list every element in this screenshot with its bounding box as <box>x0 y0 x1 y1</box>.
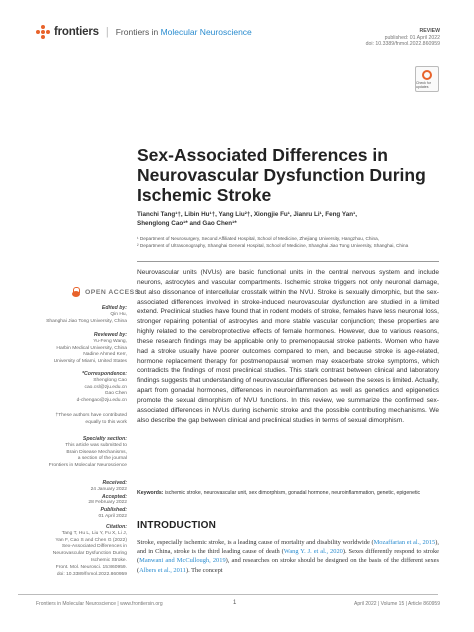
citation-doi[interactable]: doi: 10.3389/fnmol.2022.860959 <box>56 571 127 577</box>
article-title: Sex-Associated Differences in Neurovascular Dysfunction During Ischemic Stroke <box>137 145 426 205</box>
published-label: Published: <box>100 507 127 514</box>
open-access-label: OPEN ACCESS <box>85 288 140 296</box>
brand-name: frontiers <box>54 26 99 38</box>
edited-by <box>20 305 127 325</box>
citation-link[interactable]: Mozaffarian et al., 2015 <box>373 539 436 546</box>
intro-text: ), and in China, stroke is the third leading cause of death ( <box>137 539 439 556</box>
page-number: 1 <box>233 600 237 606</box>
check-for-updates-button[interactable] <box>415 66 439 92</box>
affiliation-1: ¹ Department of Neurosurgery, Second Affiliated Hospital, School of Medicine, Zhejiang University, Hangzhou, China, <box>137 236 380 241</box>
correspondence <box>20 371 127 405</box>
article-doi[interactable]: doi: 10.3389/fnmol.2022.860959 <box>365 41 440 48</box>
journal-title: Molecular Neuroscience <box>160 27 252 37</box>
journal-header <box>36 25 252 39</box>
reviewer-line: University of Miami, United States <box>53 359 127 365</box>
accepted-label: Accepted: <box>101 493 127 500</box>
citation-line: Ischemic Stroke. <box>90 557 127 563</box>
affiliations <box>137 236 437 249</box>
frontiers-logo-icon <box>36 25 50 39</box>
accepted-date: 28 February 2022 <box>88 500 127 506</box>
correspondence-label: *Correspondence: <box>82 371 127 377</box>
citation-line: Yan F, Cao S and Chen G (2022) <box>55 537 127 543</box>
specialty-line: Frontiers in Molecular Neuroscience <box>48 463 127 469</box>
citation-link[interactable]: Wang Y. J. et al., 2020 <box>283 548 343 556</box>
intro-text: Stroke, especially ischemic stroke, is a leading cause of mortality and disability worldwide ( <box>137 539 374 546</box>
specialty-line: a section of the journal <box>77 456 127 462</box>
reviewed-by <box>20 332 127 366</box>
citation-link[interactable]: Albers et al., 2011 <box>139 566 186 574</box>
edited-by-label: Edited by: <box>101 305 127 311</box>
editor-line: Shanghai Jiao Tong University, China <box>46 318 127 324</box>
editor-line: Qin Hu, <box>110 311 127 317</box>
correspondent-name: Shenglong Cao <box>93 377 127 383</box>
reviewer-line: Nadine Ahmed Kerr, <box>83 352 127 358</box>
open-lock-icon <box>72 287 80 297</box>
authors-line-1[interactable]: Tianchi Tang¹†, Libin Hu¹†, Yang Liu²†, Xiongjie Fu¹, Jianru Li¹, Feng Yan¹, <box>137 211 357 218</box>
received-label: Received: <box>102 480 127 486</box>
reviewer-line: Harbin Medical University, China <box>56 345 127 351</box>
correspondent-name: Gao Chen <box>104 391 127 397</box>
reviewer-line: Yu-Feng Wang, <box>93 338 127 344</box>
journal-prefix: Frontiers in <box>115 27 161 37</box>
title-divider <box>137 261 439 262</box>
footer-issue-info: April 2022 | Volume 15 | Article 860959 <box>354 601 440 607</box>
introduction-text <box>137 538 439 575</box>
section-heading-introduction: INTRODUCTION <box>137 520 217 531</box>
authors-line-2[interactable]: Shenglong Cao¹* and Gao Chen¹* <box>137 220 237 227</box>
specialty-line: Brain Disease Mechanisms, <box>66 449 127 455</box>
update-badge-icon <box>422 70 432 80</box>
footer-journal-link[interactable]: Frontiers in Molecular Neuroscience | www.frontiersin.org <box>36 601 163 607</box>
author-list <box>137 210 437 228</box>
citation-line: Sex-Associated Differences in <box>61 544 127 550</box>
equal-contribution-note <box>20 413 127 427</box>
citation-line: Neurovascular Dysfunction During <box>52 551 127 557</box>
correspondent-email[interactable]: cao.csl@zju.edu.cn <box>84 384 127 390</box>
correspondent-email[interactable]: d-chengao@zju.edu.cn <box>76 398 127 404</box>
open-access-badge <box>72 287 140 297</box>
intro-text: ). Sexes differently respond to stroke ( <box>137 548 440 565</box>
intro-text: ), and researches on stroke should be designed on the basis of the different sexes ( <box>137 557 439 574</box>
note-line: †These authors have contributed <box>55 413 127 418</box>
note-line: equally to this work <box>85 419 127 425</box>
check-updates-label: Check for updates <box>416 80 431 89</box>
keywords <box>137 490 439 497</box>
journal-name[interactable] <box>116 27 252 37</box>
affiliation-2: ² Department of Ultrasonography, Shanghai General Hospital, School of Medicine, Shanghai Jiao Tong University, Shanghai, China <box>137 242 409 248</box>
reviewed-by-label: Reviewed by: <box>93 332 127 338</box>
keywords-list: ischemic stroke, neurovascular unit, sex dimorphism, gonadal hormone, neuroinflammation, genetic, epigenetic <box>163 490 421 496</box>
citation-link[interactable]: Manwani and McCullough, 2019 <box>139 557 226 565</box>
intro-text: ). The concept <box>185 566 223 574</box>
citation-line: Tang T, Hu L, Liu Y, Fu X, Li J, <box>61 530 127 536</box>
citation-label: Citation: <box>105 524 127 530</box>
citation-line: Front. Mol. Neurosci. 15:860959. <box>55 564 127 570</box>
abstract: Neurovascular units (NVUs) are basic functional units in the central nervous system and include neurons, astrocytes and vascular compartments. Ischemic stroke triggers not only neuronal damage, but also dissonance of intercellular crosstalk within the NVU. Stroke is sexually dimorphic, but the sex-associated differences involved in stroke-induced neurovascular dysfunction are studied in a limited extend. Preclinical studies have found that in rodent models of stroke, females have less neuronal loss, stronger repairing potential of astrocytes and more stable vascular conjunction; these properties are highly related to the cerebroprotective effects of female hormones. However, due to various reasons, these research findings may be applicable only to premenopausal stroke patients. Women who have had a stroke usually have poorer outcomes compared to men, and because stroke is age-related, hormone replacement therapy for postmenopausal women may exacerbate stroke symptoms, which contradicts the findings of most preclinical studies. This stark contrast between clinical and laboratory findings suggests that understanding of neurovascular differences between the sexes is limited. Actually, apart from gonadal hormones, differences in neuroinflammation as well as genetics and epigenetics promote the sexual dimorphism of NVU functions. In this review, we summarize the confirmed sex-associated differences in NVUs during ischemic stroke and the possible contributing mechanisms. We also describe the gap between clinical and preclinical studies in terms of sexual dimorphism. <box>137 269 439 424</box>
specialty-label: Specialty section: <box>82 436 127 442</box>
keywords-label: Keywords: <box>137 490 164 496</box>
article-type: REVIEW <box>419 28 440 34</box>
received-date: 24 January 2022 <box>90 486 127 492</box>
dates <box>20 480 127 521</box>
published-date-side: 01 April 2022 <box>98 513 127 519</box>
specialty-section <box>20 436 127 470</box>
header-separator: | <box>105 26 109 38</box>
footer-divider <box>18 594 438 595</box>
article-meta <box>366 28 440 48</box>
specialty-line: This article was submitted to <box>65 442 127 448</box>
published-date: published: 01 April 2022 <box>384 34 440 41</box>
citation <box>20 524 127 578</box>
